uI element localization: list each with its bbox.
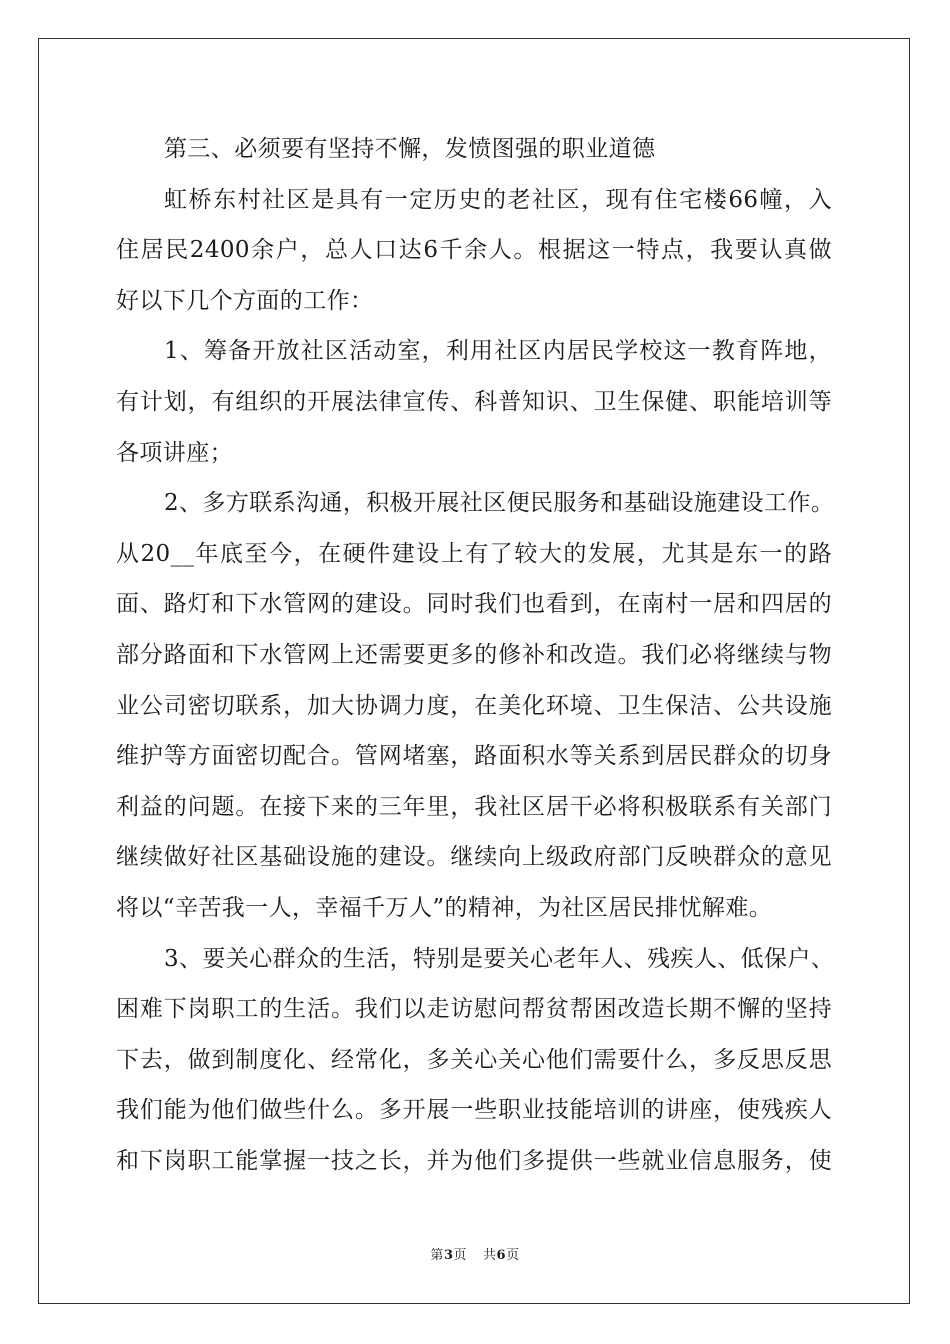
paragraph-line: 1、筹备开放社区活动室，利用社区内居民学校这一教育阵地，: [164, 338, 832, 365]
paragraph-line: 维护等方面密切配合。管网堵塞，路面积水等关系到居民群众的切身: [116, 743, 832, 770]
paragraph-line: 各项讲座；: [116, 439, 233, 466]
paragraph-line: 业公司密切联系，加大协调力度，在美化环境、卫生保洁、公共设施: [116, 692, 832, 719]
total-pages-number: 6: [496, 1248, 507, 1263]
paragraph-line: 困难下岗职工的生活。我们以走访慰问帮贫帮困改造长期不懈的坚持: [116, 996, 832, 1023]
paragraph-line: 虹桥东村社区是具有一定历史的老社区，现有住宅楼66幢，入: [164, 186, 832, 213]
paragraph-line: 2、多方联系沟通，积极开展社区便民服务和基础设施建设工作。: [164, 490, 835, 517]
paragraph-line: 我们能为他们做些什么。多开展一些职业技能培训的讲座，使残疾人: [116, 1097, 832, 1124]
paragraph-line: 将以“辛苦我一人，幸福千万人”的精神，为社区居民排忧解难。: [116, 894, 773, 921]
section-heading: 第三、必须要有坚持不懈，发愤图强的职业道德: [164, 136, 656, 162]
paragraph-line: 继续做好社区基础设施的建设。继续向上级政府部门反映群众的意见: [116, 844, 832, 871]
page-footer: [0, 1244, 950, 1263]
paragraph-line: 和下岗职工能掌握一技之长，并为他们多提供一些就业信息服务，使: [116, 1147, 832, 1174]
total-prefix: 共: [483, 1248, 497, 1263]
document-body: [116, 124, 835, 1186]
paragraph-line: 部分路面和下水管网上还需要更多的修补和改造。我们必将继续与物: [116, 641, 832, 668]
paragraph-line: 利益的问题。在接下来的三年里，我社区居干必将积极联系有关部门: [116, 793, 832, 820]
paragraph-line: 从20__年底至今，在硬件建设上有了较大的发展，尤其是东一的路: [116, 540, 832, 567]
paragraph-line: 面、路灯和下水管网的建设。同时我们也看到，在南村一居和四居的: [116, 591, 832, 618]
paragraph-line: 3、要关心群众的生活，特别是要关心老年人、残疾人、低保户、: [164, 945, 835, 972]
paragraph-line: 下去，做到制度化、经常化，多关心关心他们需要什么，多反思反思: [116, 1046, 832, 1073]
paragraph-line: 有计划，有组织的开展法律宣传、科普知识、卫生保健、职能培训等: [116, 388, 832, 415]
current-page-number: 3: [443, 1248, 454, 1263]
total-suffix: 页: [506, 1248, 520, 1263]
page-prefix: 第: [430, 1248, 444, 1263]
page-suffix: 页: [453, 1248, 467, 1263]
paragraph-line: 好以下几个方面的工作：: [116, 287, 374, 314]
paragraph-line: 住居民2400余户，总人口达6千余人。根据这一特点，我要认真做: [116, 237, 832, 264]
